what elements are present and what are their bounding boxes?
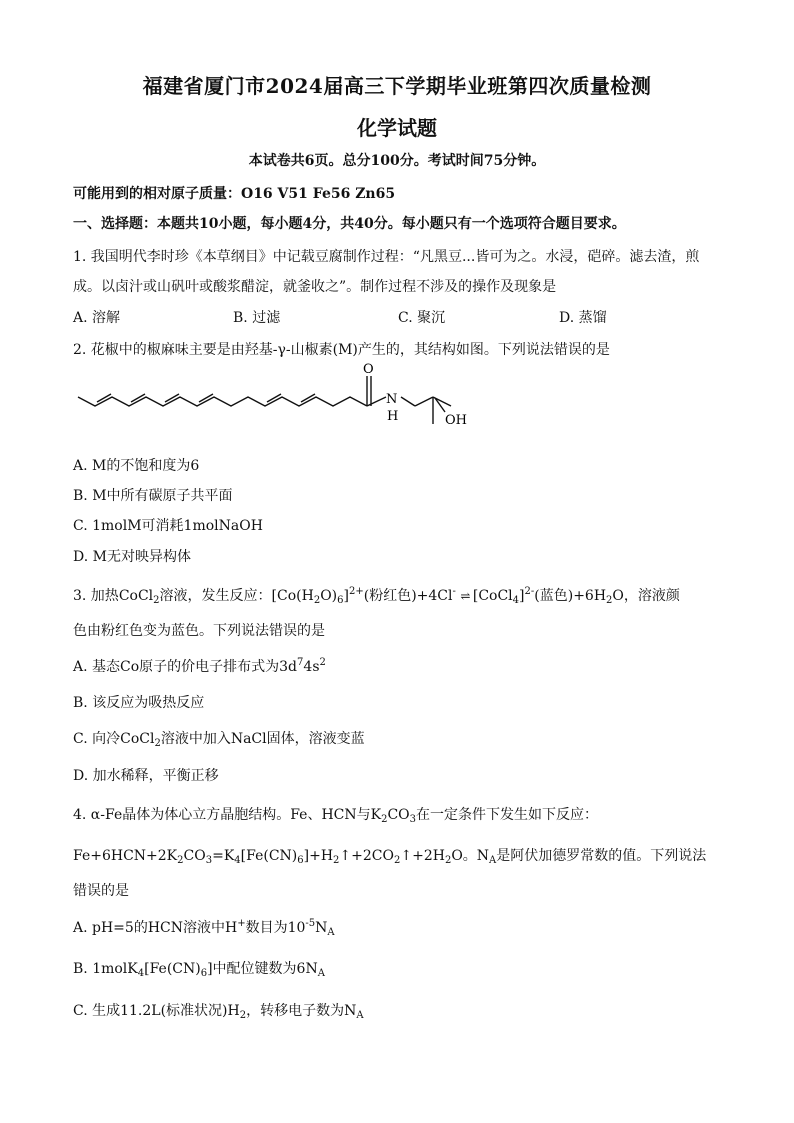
q4-stem: 4. α-Fe晶体为体心立方晶胞结构。Fe、HCN与$K_2CO_3$在一定条件下发生如下反应：	[73, 807, 599, 825]
q1-option-d: D. 蒸馏	[559, 310, 607, 326]
q4-eq-d: [Fe(CN)	[240, 848, 298, 864]
exam-subtitle: 化学试题	[357, 116, 437, 140]
q3-sub: 2	[153, 595, 160, 606]
q4-optc-a: A	[356, 1010, 364, 1021]
q3-option-a	[73, 656, 326, 676]
q3-h2o-sub2: 2	[606, 595, 613, 606]
q2-stem: 2. 花椒中的椒麻味主要是由羟基-γ-山椒素(M)产生的，其结构如图。下列说法错误的是	[73, 342, 610, 358]
q4-optb-pre: B. 1molK	[73, 961, 138, 977]
q3-complex1: Co(H	[277, 588, 314, 604]
mol-label-o: O	[363, 362, 374, 377]
q3-option-c	[73, 728, 365, 748]
q3-optc-pre: C. 向冷CoCl	[73, 731, 155, 747]
q4-eq-h: O。N	[451, 848, 490, 864]
q3-optc-sub: 2	[154, 738, 161, 749]
mol-label-n: N	[386, 392, 398, 407]
q4-optc-pre: C. 生成11.2L(标准状况)H	[73, 1003, 240, 1019]
q4-eq-a: Fe+6HCN+2K	[73, 848, 178, 864]
equilibrium-arrow-icon: ⇌	[460, 589, 469, 603]
q4-optb-a: A	[317, 968, 325, 979]
mol-label-oh: OH	[445, 413, 467, 428]
atomic-mass-line: 可能用到的相对原子质量：O16 V51 Fe56 Zn65	[73, 186, 396, 202]
q4-optb-post: ]中配位键数为6N	[207, 961, 318, 977]
q4-opta-pre: A. pH=5的HCN溶液中H	[73, 920, 238, 936]
exam-title: 福建省厦门市2024届高三下学期毕业班第四次质量检测	[142, 74, 652, 98]
q3-h2o-o: O)	[320, 588, 338, 604]
q3-charge1: 2+	[348, 586, 364, 597]
q4-eq-g: ↑+2H	[400, 848, 445, 864]
q3-option-d: D. 加水稀释，平衡正移	[73, 768, 219, 784]
q3-o-end: O，溶液颜	[612, 588, 680, 604]
q3-opta-7: 7	[297, 657, 304, 668]
q3-pink: (粉红色)+4Cl	[363, 588, 453, 604]
q4-opta-plus: +	[237, 918, 246, 929]
q3-opta-2: 2	[319, 657, 326, 668]
q4-line3: 错误的是	[73, 883, 129, 899]
q1-line2: 成。以卤汁或山矾叶或酸浆醋淀，就釜收之”。制作过程不涉及的操作及现象是	[73, 279, 557, 295]
q3-line2: 色由粉红色变为蓝色。下列说法错误的是	[73, 623, 325, 639]
q1-option-c: C. 聚沉	[398, 310, 446, 326]
q4-opta-mid: 数目为10	[245, 920, 306, 936]
q4-equation: $Fe+6HCN+2K_2CO_3=K_4[Fe(CN)_6]+H_2↑+2CO_2↑+2H_2O$。$N_A$是阿伏加德罗常数的值。下列说法	[73, 848, 707, 866]
q4-opta-a: A	[327, 927, 335, 938]
q4-k-sub: 2	[381, 814, 388, 825]
q4-stem-post: 在一定条件下发生如下反应：	[416, 807, 599, 823]
exam-info: 本试卷共6页。总分100分。考试时间75分钟。	[248, 153, 546, 169]
q4-eq-b: CO	[183, 848, 206, 864]
q3-opta-4s: 4s	[303, 659, 320, 675]
q3-blue: (蓝色)+6H	[534, 588, 607, 604]
q4-opta-exp: -5	[305, 918, 316, 929]
mol-label-h: H	[387, 409, 399, 424]
q3-option-b: B. 该反应为吸热反应	[73, 695, 205, 711]
q4-opta-n: N	[315, 920, 328, 936]
q4-eq-e: ]+H	[303, 848, 334, 864]
q4-option-b: B. $1molK_4[Fe(CN)_6]$中配位键数为$6N_A$	[73, 961, 325, 979]
q4-stem-pre: 4. α-Fe晶体为体心立方晶胞结构。Fe、HCN与K	[73, 807, 382, 823]
q4-co: CO	[387, 807, 410, 823]
molecule-structure	[73, 362, 493, 442]
q2-option-c: C. 1molM可消耗1molNaOH	[73, 518, 263, 534]
q4-option-a	[73, 917, 335, 937]
q3-h2o-sub: 2	[313, 595, 321, 606]
q3-optc-post: 溶液中加入NaCl固体，溶液变蓝	[160, 731, 365, 747]
q4-option-c: C. 生成11.2L(标准状况)$H_2$，转移电子数为$N_A$	[73, 1003, 364, 1021]
q3-charge2: 2-	[524, 586, 535, 597]
q3-four: 4	[512, 595, 520, 606]
q3-cocl: CoCl	[118, 588, 154, 604]
q1-option-a: A. 溶解	[73, 310, 121, 326]
q4-eq-i: 是阿伏加德罗常数的值。下列说法	[496, 848, 707, 864]
q2-option-b: B. M中所有碳原子共平面	[73, 488, 233, 504]
q4-eq-f: ↑+2CO	[339, 848, 394, 864]
q3-complex2: CoCl	[478, 588, 513, 604]
q2-option-a: A. M的不饱和度为6	[73, 458, 200, 474]
q4-optc-post: ，转移电子数为N	[246, 1003, 357, 1019]
q3-six: 6	[337, 595, 344, 606]
q3-stem: 3. 加热CoCl$_2$溶液，发生反应：$[Co(H_2O)_6]^{2+}$(粉红色)+4Cl- ⇌ [CoCl$_4$]$^{2-}$(蓝色)$+6H_2O$，溶液颜	[73, 586, 680, 606]
section-heading: 一、选择题：本题共10小题，每小题4分，共40分。每小题只有一个选项符合题目要求。	[73, 216, 626, 232]
q4-optb-mid: [Fe(CN)	[144, 961, 201, 977]
q3-stem-mid: 溶液，发生反应：	[159, 588, 272, 604]
q1-line1: 1. 我国明代李时珍《本草纲目》中记载豆腐制作过程：“凡黑豆...皆可为之。水浸，硙碎。滤去渣，煎	[73, 249, 700, 265]
q3-num: 3. 加热	[73, 588, 119, 604]
q4-eq-na-sub: A	[489, 855, 497, 866]
q2-option-d: D. M无对映异构体	[73, 549, 191, 565]
q4-eq-c: =K	[212, 848, 235, 864]
q3-opta-pre: A. 基态Co原子的价电子排布式为3d	[73, 659, 298, 675]
q3-minus: -	[452, 586, 456, 597]
q1-option-b: B. 过滤	[233, 310, 281, 326]
